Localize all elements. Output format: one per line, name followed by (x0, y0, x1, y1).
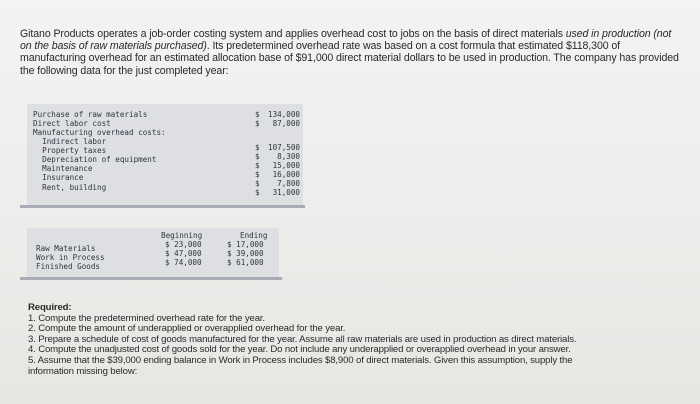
table-row-label: Rent, building (33, 183, 107, 192)
table-cell-ending: $ 39,000 (227, 249, 264, 258)
table-row-dollar: $ (255, 143, 260, 152)
table-row-dollar: $ (255, 170, 260, 179)
table-row-label: Manufacturing overhead costs: (33, 128, 166, 137)
problem-intro (20, 28, 680, 77)
intro-text-1: Gitano Products operates a job-order costing system and applies overhead cost to jobs on the basis of direct materials (20, 28, 566, 40)
table-row-label: Finished Goods (36, 262, 101, 271)
table-row-value: 16,000 (272, 170, 300, 179)
table-row-dollar: $ (255, 161, 260, 170)
table-row-label: Purchase of raw materials (33, 110, 148, 119)
required-item: 3. Prepare a schedule of cost of goods manufactured for the year. Assume all raw materials are used in production as direct materials. (28, 333, 577, 345)
column-header-beginning: Beginning (161, 231, 203, 240)
table-cell-beginning: $ 47,000 (165, 249, 202, 258)
table-row-dollar: $ (255, 188, 260, 197)
required-item: 4. Compute the unadjusted cost of goods sold for the year. Do not include any underapplied or overapplied overhead in your answer. (28, 344, 571, 356)
intro-text-2: . Its predetermined overhead rate was based on a cost formula that estimated $118,300 of manufacturing overhead for an estimated allocation base of $91,000 direct material dollars to be used in production. The company has provided the following data for the just completed year: (20, 40, 679, 77)
table-row-label: Raw Materials (36, 244, 96, 253)
table-row-dollar: $ (255, 119, 260, 128)
table-row-dollar: $ (255, 152, 260, 161)
table-cell-ending: $ 17,000 (227, 240, 264, 249)
table-row-value: 8,300 (277, 152, 300, 161)
table-row-label: Depreciation of equipment (33, 155, 157, 164)
required-item: 5. Assume that the $39,000 ending balance in Work in Process includes $8,900 of direct materials. Given this assumption, supply the (28, 354, 573, 366)
intro-text-italic: used in production (not on the basis of raw materials purchased) (20, 28, 672, 53)
required-item: 2. Compute the amount of underapplied or overapplied overhead for the year. (28, 323, 346, 335)
table-cell-beginning: $ 23,000 (165, 240, 202, 249)
table-row-value: 31,000 (272, 188, 300, 197)
table-row-label: Insurance (33, 173, 84, 182)
table-row-value: 134,000 (268, 110, 301, 119)
table-row-value: 87,000 (272, 119, 300, 128)
table-row-label: Maintenance (33, 164, 93, 173)
table-row-label: Direct labor cost (33, 119, 111, 128)
table-row-dollar: $ (255, 110, 260, 119)
table-row-label: Indirect labor (33, 137, 107, 146)
table-divider (20, 205, 305, 208)
cost-data-table (27, 104, 303, 206)
required-section (28, 303, 693, 377)
table-row-label: Property taxes (33, 146, 107, 155)
table-cell-beginning: $ 74,000 (165, 258, 202, 267)
required-item: information missing below: (28, 365, 138, 377)
table-row-value: 7,800 (277, 179, 300, 188)
table-divider (20, 277, 282, 280)
table-row-dollar: $ (255, 179, 260, 188)
table-row-label: Work in Process (36, 253, 105, 262)
required-heading: Required: (28, 302, 72, 313)
column-header-ending: Ending (240, 231, 268, 240)
table-row-value: 15,000 (272, 161, 300, 170)
required-item: 1. Compute the predetermined overhead rate for the year. (28, 312, 265, 324)
table-row-value: 107,500 (268, 143, 301, 152)
inventory-table (27, 228, 279, 278)
table-cell-ending: $ 61,000 (227, 258, 264, 267)
